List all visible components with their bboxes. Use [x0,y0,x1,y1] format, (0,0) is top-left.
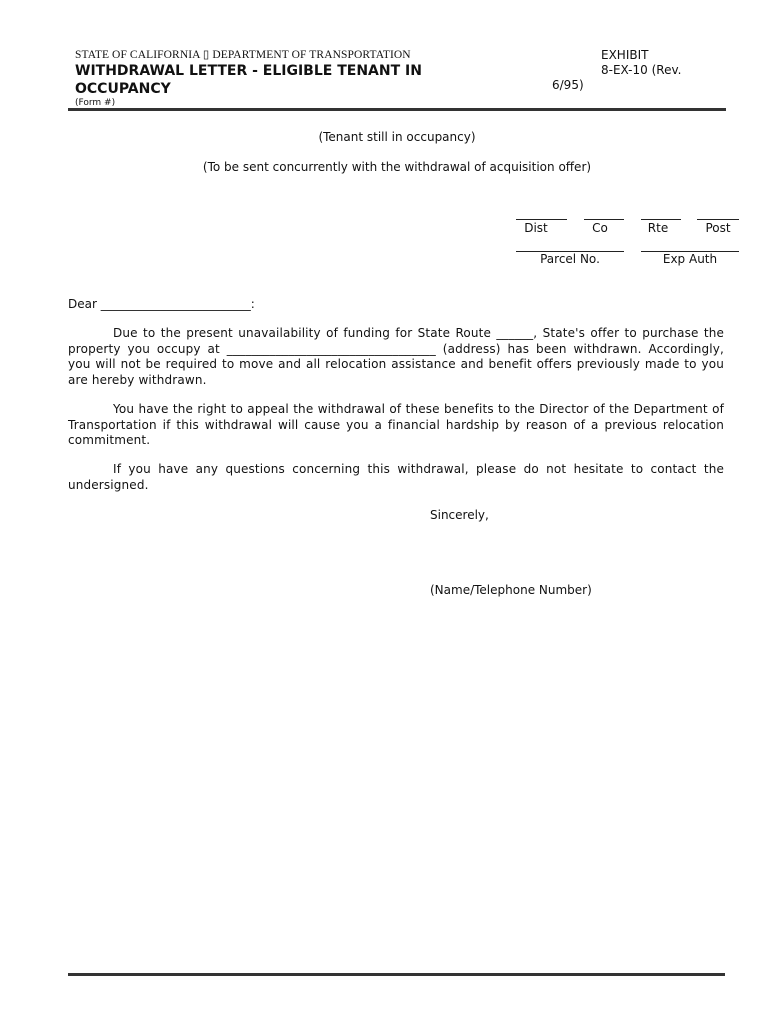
exhibit-label [601,48,681,78]
paragraph-contact: If you have any questions concerning this withdrawal, please do not hesitate to contact the undersigned. [68,462,724,492]
dist-label: Dist [524,221,548,235]
co-label: Co [592,221,608,235]
sending-instruction: (To be sent concurrently with the withdrawal of acquisition offer) [202,160,592,174]
co-blank [584,219,624,220]
paragraph-funding-withdrawal: Due to the present unavailability of funding for State Route ______, State's offer to purchase the property you occupy at __________________________________ (address) has been withdrawn. Accordingly, you will not be required to move and all relocation assistance and benefit offers previously made to you are hereby withdrawn. [68,326,724,387]
signature-line: (Name/Telephone Number) [430,583,592,597]
closing: Sincerely, [430,508,489,522]
parcel-no-label: Parcel No. [540,252,600,266]
footer-divider [68,973,725,976]
exp-auth-label: Exp Auth [662,252,718,266]
document-title: WITHDRAWAL LETTER - ELIGIBLE TENANT IN OCCUPANCY [75,63,422,97]
rte-blank [641,219,681,220]
agency-name: STATE OF CALIFORNIA ▯ DEPARTMENT OF TRANSPORTATION [75,49,411,61]
post-label: Post [705,221,731,235]
salutation: Dear _________________________: [68,297,255,311]
form-number: (Form #) [75,98,116,108]
post-blank [697,219,739,220]
exhibit-line-1: EXHIBIT [601,48,649,62]
revision-date: 6/95) [552,78,584,92]
exhibit-line-2: 8-EX-10 (Rev. [601,63,682,77]
dist-blank [516,219,567,220]
header-divider [68,108,726,111]
rte-label: Rte [647,221,669,235]
paragraph-appeal-rights: You have the right to appeal the withdrawal of these benefits to the Director of the Department of Transportation if this withdrawal will cause you a financial hardship by reason of a previous relocation commitment. [68,402,724,447]
occupancy-status: (Tenant still in occupancy) [318,130,476,144]
